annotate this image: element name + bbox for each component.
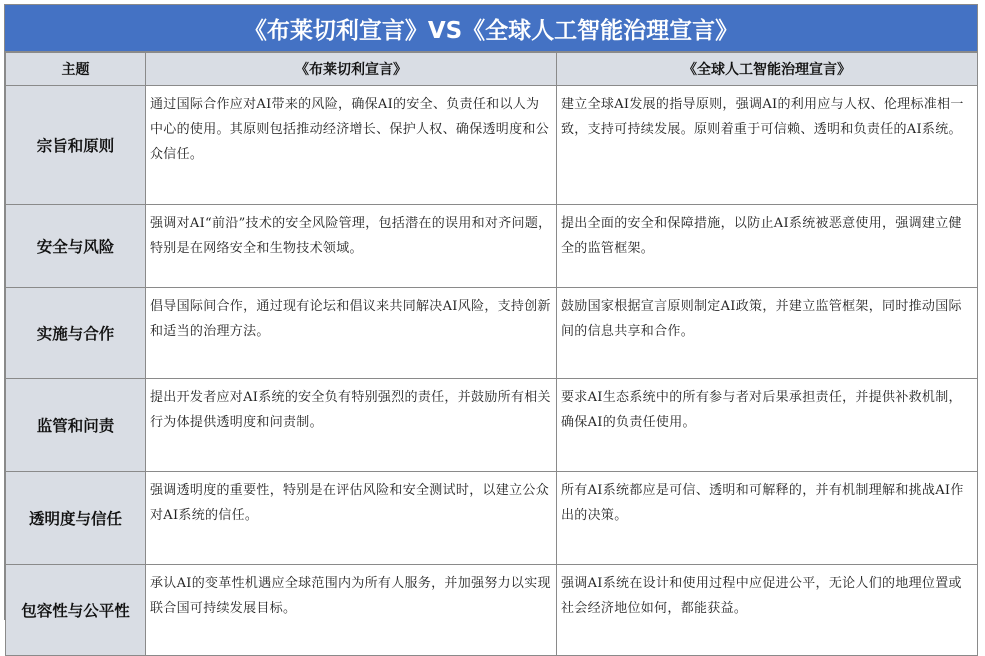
comparison-table [5, 52, 978, 656]
table-row [6, 379, 978, 472]
global-ai-cell: 要求AI生态系统中的所有参与者对后果承担责任，并提供补救机制，确保AI的负责任使用。 [557, 379, 978, 472]
table-row [6, 205, 978, 288]
table-row [6, 565, 978, 656]
table-title: 《布莱切利宣言》VS《全球人工智能治理宣言》 [5, 5, 977, 52]
row-topic: 监管和问责 [6, 379, 146, 472]
global-ai-cell: 提出全面的安全和保障措施，以防止AI系统被恶意使用，强调建立健全的监管框架。 [557, 205, 978, 288]
row-topic: 实施与合作 [6, 288, 146, 379]
bletchley-cell: 通过国际合作应对AI带来的风险，确保AI的安全、负责任和以人为中心的使用。其原则包括推动经济增长、保护人权、确保透明度和公众信任。 [146, 86, 557, 205]
table-row [6, 86, 978, 205]
row-topic: 安全与风险 [6, 205, 146, 288]
global-ai-cell: 所有AI系统都应是可信、透明和可解释的，并有机制理解和挑战AI作出的决策。 [557, 472, 978, 565]
bletchley-cell: 倡导国际间合作，通过现有论坛和倡议来共同解决AI风险，支持创新和适当的治理方法。 [146, 288, 557, 379]
header-row [6, 53, 978, 86]
header-topic: 主题 [6, 53, 146, 86]
bletchley-cell: 提出开发者应对AI系统的安全负有特别强烈的责任，并鼓励所有相关行为体提供透明度和问责制。 [146, 379, 557, 472]
table-row [6, 472, 978, 565]
table-row [6, 288, 978, 379]
bletchley-cell: 强调对AI“前沿”技术的安全风险管理，包括潜在的误用和对齐问题，特别是在网络安全和生物技术领域。 [146, 205, 557, 288]
header-global-ai: 《全球人工智能治理宣言》 [557, 53, 978, 86]
global-ai-cell: 强调AI系统在设计和使用过程中应促进公平，无论人们的地理位置或社会经济地位如何，都能获益。 [557, 565, 978, 656]
row-topic: 透明度与信任 [6, 472, 146, 565]
bletchley-cell: 承认AI的变革性机遇应全球范围内为所有人服务，并加强努力以实现联合国可持续发展目标。 [146, 565, 557, 656]
global-ai-cell: 建立全球AI发展的指导原则，强调AI的利用应与人权、伦理标准相一致，支持可持续发展。原则着重于可信赖、透明和负责任的AI系统。 [557, 86, 978, 205]
global-ai-cell: 鼓励国家根据宣言原则制定AI政策，并建立监管框架，同时推动国际间的信息共享和合作。 [557, 288, 978, 379]
comparison-table-container [4, 4, 978, 620]
row-topic: 包容性与公平性 [6, 565, 146, 656]
bletchley-cell: 强调透明度的重要性，特别是在评估风险和安全测试时，以建立公众对AI系统的信任。 [146, 472, 557, 565]
row-topic: 宗旨和原则 [6, 86, 146, 205]
header-bletchley: 《布莱切利宣言》 [146, 53, 557, 86]
